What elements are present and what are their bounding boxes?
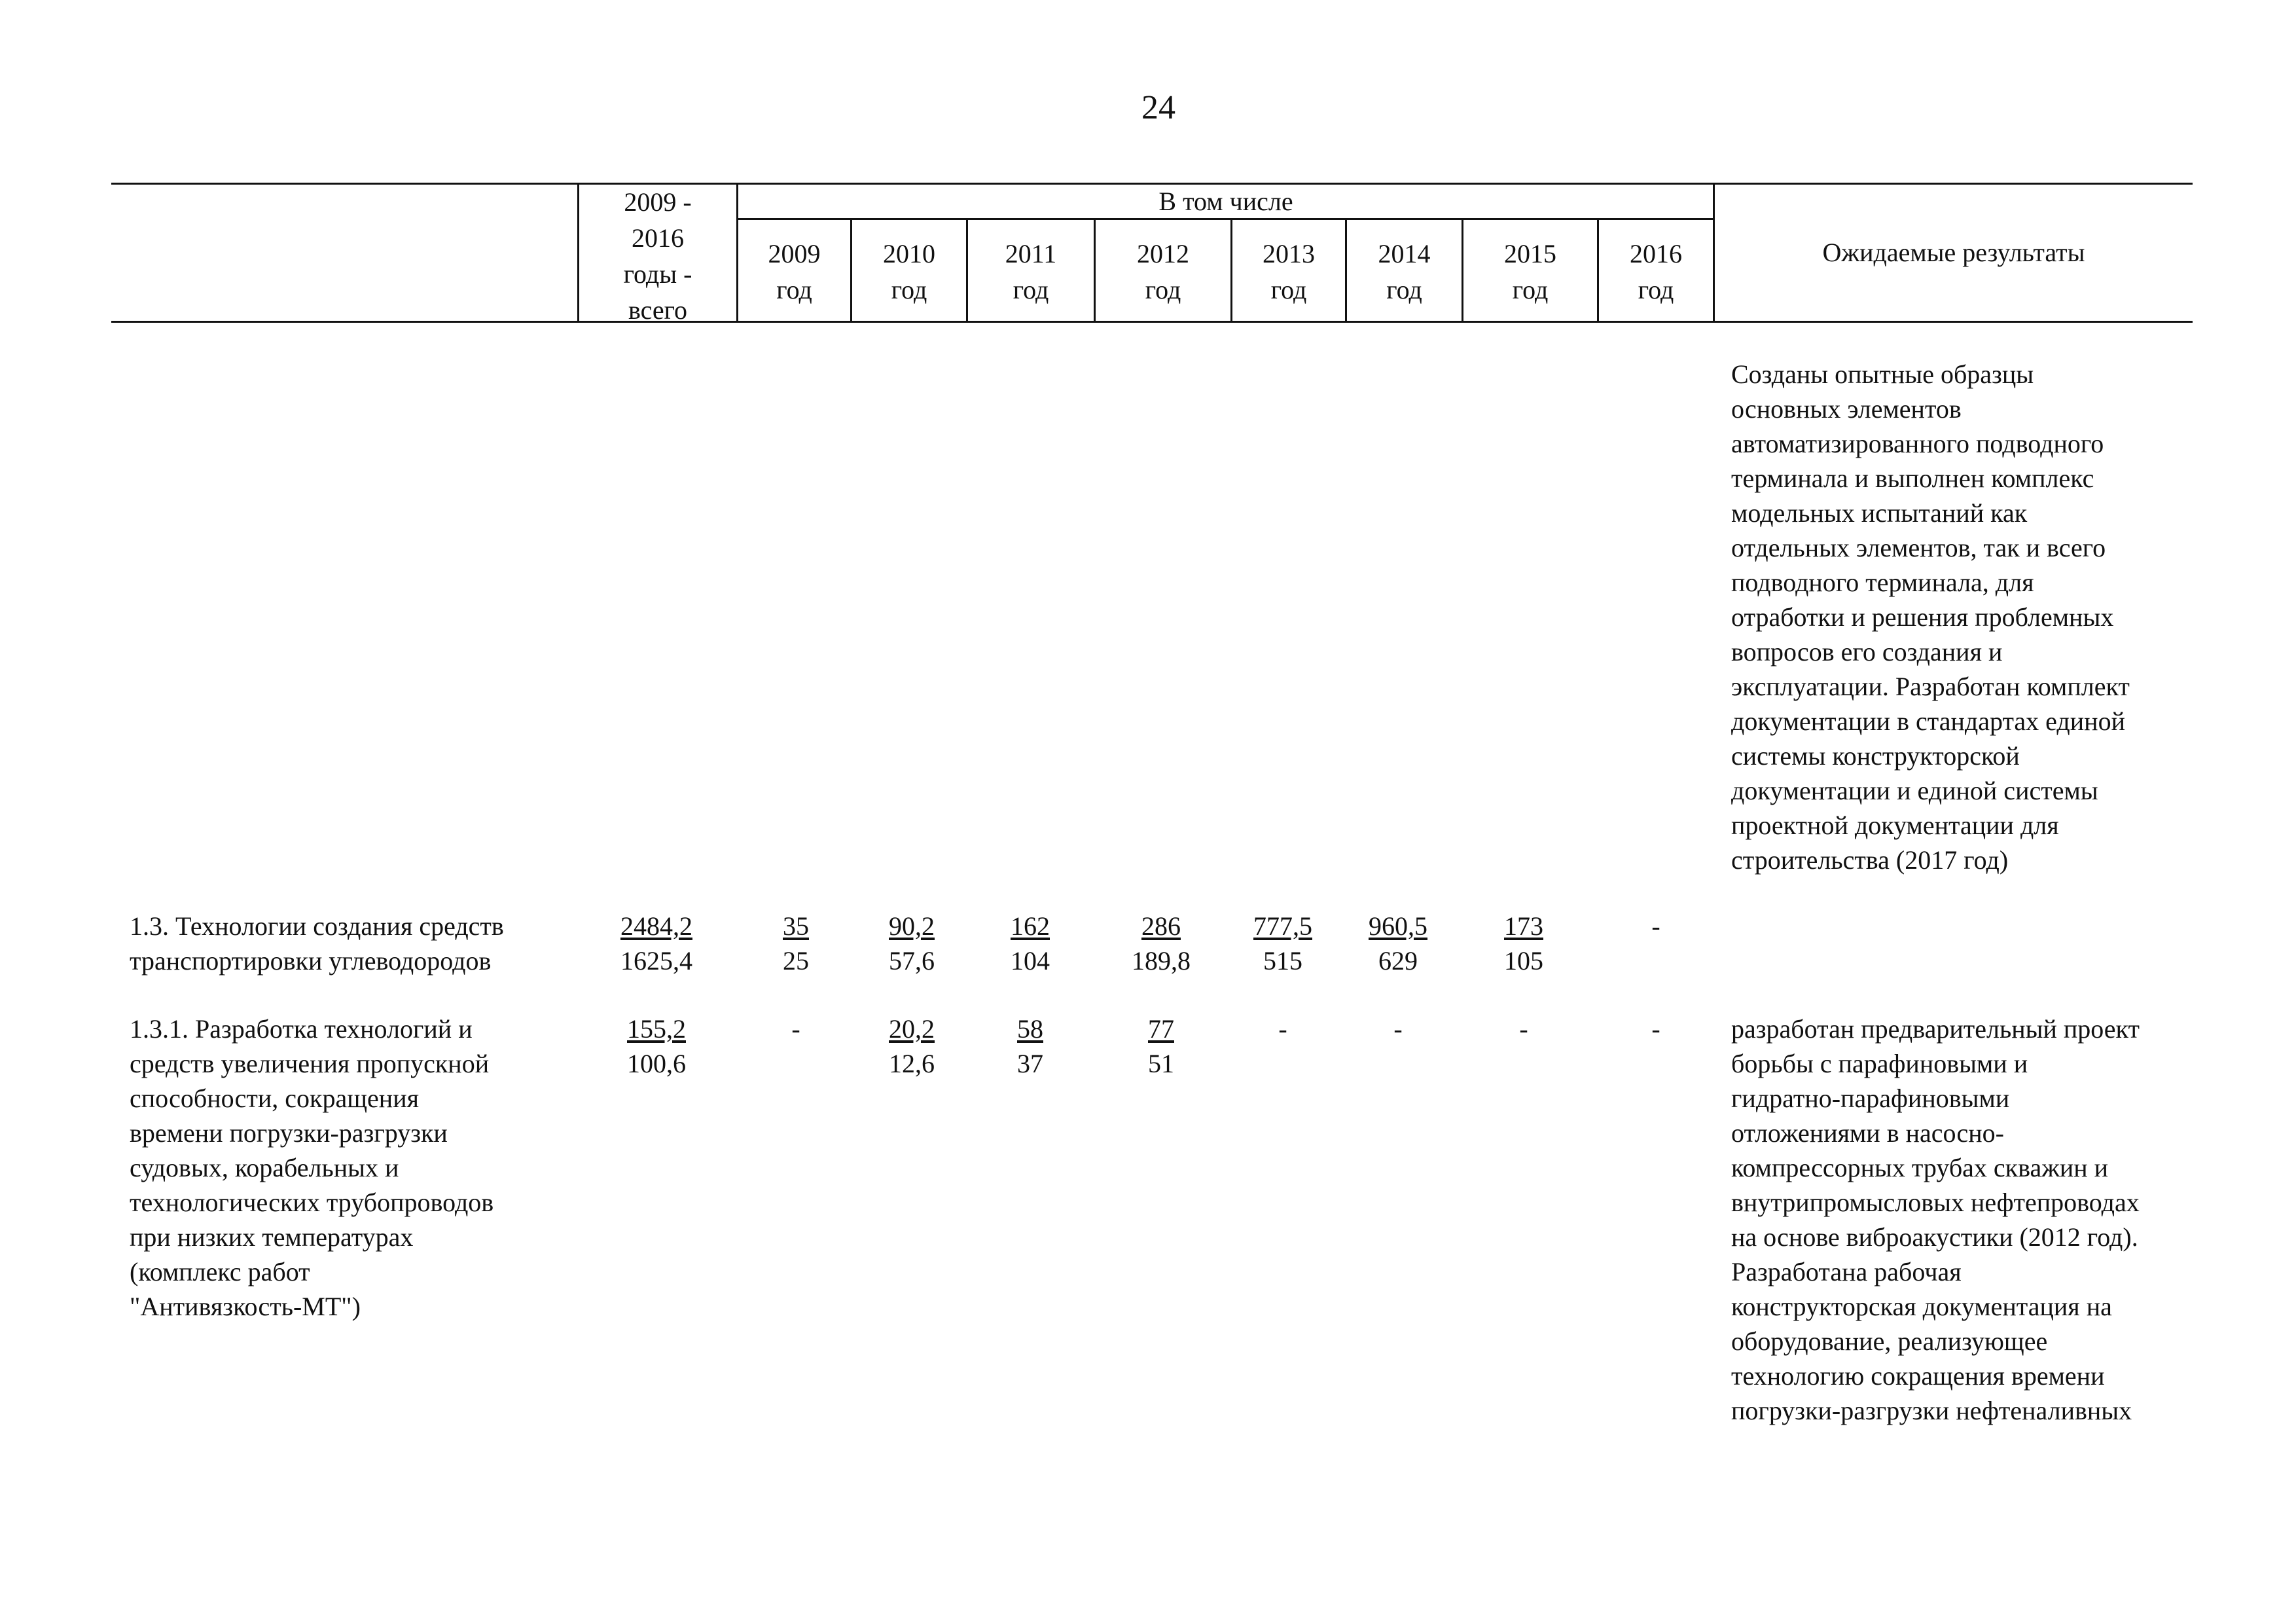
header-total	[579, 184, 736, 328]
row-1-3-total	[598, 909, 715, 978]
year-label: 2015	[1504, 239, 1556, 268]
result-line: эксплуатации. Разработан комплект	[1731, 672, 2130, 701]
result-line: оборудование, реализующее	[1731, 1326, 2048, 1356]
row-name-line: транспортировки углеводородов	[130, 946, 492, 976]
value-bottom: 37	[1017, 1049, 1043, 1078]
header-including: В том числе	[1158, 187, 1293, 216]
row-1-3-2014	[1339, 909, 1457, 978]
header-total-line: годы -	[623, 259, 692, 289]
row-1-3-1-2009	[737, 1012, 855, 1046]
result-line: автоматизированного подводного	[1731, 429, 2104, 458]
value-top: 155,2	[627, 1014, 686, 1044]
row-1-3-2009	[737, 909, 855, 978]
value-bottom: 51	[1148, 1049, 1174, 1078]
header-year-2010	[852, 236, 966, 308]
result-line: технологию сокращения времени	[1731, 1361, 2105, 1391]
value-top: 2484,2	[620, 911, 692, 941]
value-top: 77	[1148, 1014, 1174, 1044]
row-1-3-2016	[1597, 909, 1715, 943]
header-year-2009	[738, 236, 850, 308]
row-name-line: средств увеличения пропускной	[130, 1049, 490, 1078]
result-line: документации и единой системы	[1731, 776, 2098, 805]
header-year-2013	[1232, 236, 1345, 308]
row-name-line: 1.3. Технологии создания средств	[130, 911, 504, 941]
result-line: на основе виброакустики (2012 год).	[1731, 1222, 2138, 1252]
value-bottom: 629	[1378, 946, 1418, 976]
year-unit: год	[1270, 275, 1307, 304]
value-top: 162	[1011, 911, 1050, 941]
result-line: документации в стандартах единой	[1731, 706, 2125, 736]
value-bottom: 105	[1504, 946, 1543, 976]
year-unit: год	[1386, 275, 1422, 304]
result-line: модельных испытаний как	[1731, 498, 2028, 528]
row-1-3-2011	[971, 909, 1089, 978]
value-top: 90,2	[889, 911, 935, 941]
value-top: -	[1651, 911, 1660, 941]
result-line: системы конструкторской	[1731, 741, 2020, 771]
value-bottom: 12,6	[889, 1049, 935, 1078]
header-year-2012	[1096, 236, 1230, 308]
result-line: гидратно-парафиновыми	[1731, 1084, 2010, 1113]
result-line: отложениями в насосно-	[1731, 1118, 2004, 1148]
value-bottom: 25	[783, 946, 809, 976]
result-line: внутрипромысловых нефтепроводах	[1731, 1188, 2140, 1217]
header-year-2014	[1347, 236, 1462, 308]
row-1-3-1-2011	[971, 1012, 1089, 1081]
value-top: 58	[1017, 1014, 1043, 1044]
result-line: вопросов его создания и	[1731, 637, 2003, 666]
value-top: 960,5	[1369, 911, 1427, 941]
year-unit: год	[1512, 275, 1549, 304]
row-name-line: технологических трубопроводов	[130, 1188, 494, 1217]
header-results: Ожидаемые результаты	[1822, 238, 2085, 267]
row-name-line: времени погрузки-разгрузки	[130, 1118, 448, 1148]
year-label: 2009	[768, 239, 821, 268]
row-name-line: судовых, корабельных и	[130, 1153, 399, 1182]
value-bottom: 1625,4	[620, 946, 692, 976]
row-name-line: 1.3.1. Разработка технологий и	[130, 1014, 473, 1044]
row-1-3-1-2015	[1465, 1012, 1583, 1046]
header-total-line: всего	[628, 295, 688, 325]
value-bottom: 189,8	[1132, 946, 1191, 976]
row-1-3-2013	[1224, 909, 1342, 978]
result-line: подводного терминала, для	[1731, 568, 2034, 597]
row-1-3-1-2012	[1102, 1012, 1220, 1081]
result-line: компрессорных трубах скважин и	[1731, 1153, 2109, 1182]
value-top: 20,2	[889, 1014, 935, 1044]
row-1-3-1-2016	[1597, 1012, 1715, 1046]
header-total-line: 2009 -	[624, 187, 692, 217]
value-top: -	[1651, 1014, 1660, 1044]
continued-result-text	[1731, 357, 2189, 877]
row-1-3-1-name	[130, 1012, 588, 1324]
result-line: борьбы с парафиновыми и	[1731, 1049, 2028, 1078]
result-line: проектной документации для	[1731, 811, 2059, 840]
value-top: -	[1278, 1014, 1287, 1044]
row-1-3-2015	[1465, 909, 1583, 978]
row-name-line: "Антивязкость-МТ")	[130, 1292, 361, 1321]
row-1-3-1-result	[1731, 1012, 2202, 1428]
year-unit: год	[1638, 275, 1674, 304]
year-unit: год	[891, 275, 927, 304]
result-line: погрузки-разгрузки нефтеналивных	[1731, 1396, 2132, 1425]
result-line: разработан предварительный проект	[1731, 1014, 2140, 1044]
row-name-line: способности, сокращения	[130, 1084, 420, 1113]
value-top: 286	[1141, 911, 1181, 941]
row-1-3-1-2013	[1224, 1012, 1342, 1046]
year-label: 2011	[1005, 239, 1057, 268]
value-bottom: 104	[1011, 946, 1050, 976]
row-1-3-1-total	[598, 1012, 715, 1081]
result-line: Созданы опытные образцы	[1731, 359, 2034, 389]
value-top: -	[1519, 1014, 1528, 1044]
row-1-3-1-2010	[853, 1012, 971, 1081]
year-label: 2013	[1263, 239, 1315, 268]
row-1-3-name	[130, 909, 588, 978]
result-line: конструкторская документация на	[1731, 1292, 2112, 1321]
year-label: 2012	[1137, 239, 1189, 268]
result-line: основных элементов	[1731, 394, 1962, 424]
row-1-3-2012	[1102, 909, 1220, 978]
header-total-line: 2016	[632, 223, 684, 253]
result-line: Разработана рабочая	[1731, 1257, 1962, 1286]
result-line: строительства (2017 год)	[1731, 845, 2009, 875]
year-label: 2016	[1630, 239, 1682, 268]
value-bottom: 57,6	[889, 946, 935, 976]
year-label: 2010	[883, 239, 935, 268]
header-year-2011	[968, 236, 1094, 308]
header-year-2016	[1599, 236, 1713, 308]
header-year-2015	[1463, 236, 1597, 308]
value-top: -	[1393, 1014, 1403, 1044]
value-top: -	[791, 1014, 800, 1044]
result-line: терминала и выполнен комплекс	[1731, 464, 2094, 493]
page-number: 24	[1141, 89, 1175, 126]
value-bottom: 100,6	[627, 1049, 686, 1078]
value-top: 777,5	[1253, 911, 1312, 941]
row-name-line: (комплекс работ	[130, 1257, 310, 1286]
row-name-line: при низких температурах	[130, 1222, 414, 1252]
header-bottom-rule	[111, 321, 2193, 323]
value-bottom: 515	[1263, 946, 1302, 976]
year-unit: год	[1013, 275, 1049, 304]
value-top: 35	[783, 911, 809, 941]
row-1-3-2010	[853, 909, 971, 978]
year-unit: год	[1145, 275, 1181, 304]
year-label: 2014	[1378, 239, 1431, 268]
row-1-3-1-2014	[1339, 1012, 1457, 1046]
value-top: 173	[1504, 911, 1543, 941]
result-line: отдельных элементов, так и всего	[1731, 533, 2106, 562]
result-line: отработки и решения проблемных	[1731, 602, 2114, 632]
year-unit: год	[776, 275, 812, 304]
